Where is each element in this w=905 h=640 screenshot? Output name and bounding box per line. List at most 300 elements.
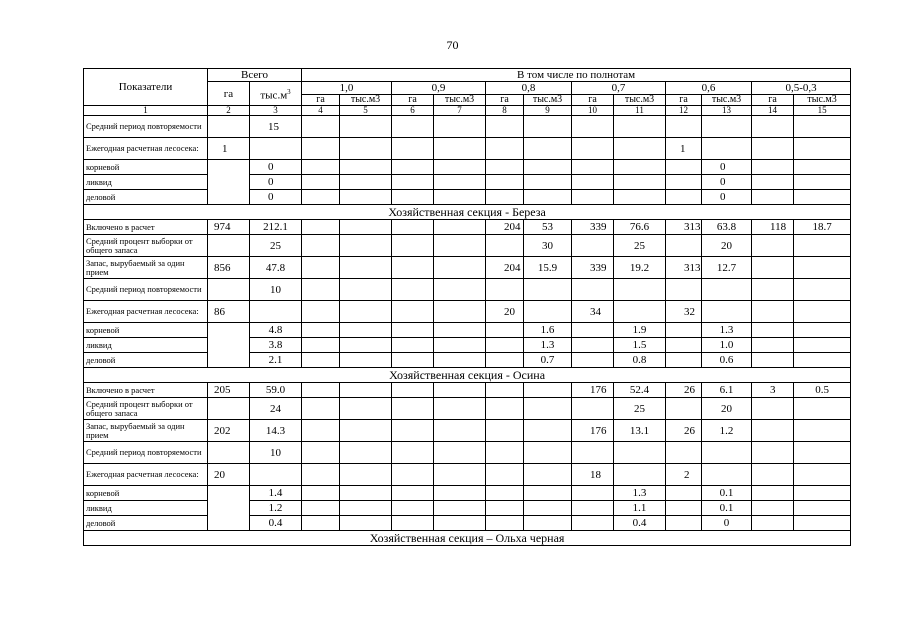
cell: 32: [666, 301, 702, 323]
cell: 3.8: [250, 338, 302, 353]
cell: [392, 398, 434, 420]
cell: 0.4: [614, 516, 666, 531]
section-title: Хозяйственная секция – Ольха черная: [84, 531, 851, 546]
row-label: корневой: [84, 486, 208, 501]
page-number: 70: [446, 38, 459, 52]
cell: [486, 338, 524, 353]
cell: [434, 383, 486, 398]
cell: [392, 442, 434, 464]
cell: 1: [208, 138, 250, 160]
cell: [794, 338, 851, 353]
cell: [392, 501, 434, 516]
cell: [340, 398, 392, 420]
cell: [702, 442, 752, 464]
cell: 25: [250, 235, 302, 257]
cell: [340, 338, 392, 353]
cell: [302, 235, 340, 257]
column-number: 11: [614, 106, 666, 116]
column-number: 13: [702, 106, 752, 116]
cell: [524, 279, 572, 301]
cell: [302, 383, 340, 398]
table-row: [84, 116, 851, 138]
cell: 2.1: [250, 353, 302, 368]
cell: [752, 464, 794, 486]
table-row: [84, 338, 851, 353]
sub-ha: га: [302, 95, 340, 106]
cell: [392, 338, 434, 353]
cell: [794, 516, 851, 531]
cell: [752, 442, 794, 464]
section-title-row: [84, 531, 851, 546]
cell: [524, 464, 572, 486]
row-label: Средний процент выборки от общего запаса: [84, 235, 208, 257]
cell: 0: [250, 160, 302, 175]
cell: 313: [666, 220, 702, 235]
sub-ha: га: [666, 95, 702, 106]
column-number: 5: [340, 106, 392, 116]
cell: [208, 235, 250, 257]
cell: 53: [524, 220, 572, 235]
cell: [572, 338, 614, 353]
cell: [752, 398, 794, 420]
row-label: Ежегодная расчетная лесосека:: [84, 464, 208, 486]
cell: [572, 486, 614, 501]
cell: 47.8: [250, 257, 302, 279]
cell: [524, 501, 572, 516]
cell: 339: [572, 220, 614, 235]
row-label: Запас, вырубаемый за один прием: [84, 257, 208, 279]
cell: [434, 464, 486, 486]
cell: 52.4: [614, 383, 666, 398]
row-label: Запас, вырубаемый за один прием: [84, 420, 208, 442]
cell: 0.8: [614, 353, 666, 368]
column-number: 1: [84, 106, 208, 116]
cell: [434, 301, 486, 323]
cell: [434, 235, 486, 257]
cell: [752, 338, 794, 353]
column-number: 3: [250, 106, 302, 116]
cell: 0: [702, 516, 752, 531]
cell: 25: [614, 235, 666, 257]
cell: 13.1: [614, 420, 666, 442]
cell: 6.1: [702, 383, 752, 398]
cell: [702, 464, 752, 486]
cell: [486, 398, 524, 420]
cell: [250, 301, 302, 323]
row-label: деловой: [84, 190, 208, 205]
cell: [434, 323, 486, 338]
cell: [666, 323, 702, 338]
cell: 20: [486, 301, 524, 323]
cell: 1.3: [702, 323, 752, 338]
cell: [666, 235, 702, 257]
cell: [208, 442, 250, 464]
cell: [752, 279, 794, 301]
row-label: Включено в расчет: [84, 220, 208, 235]
table-row: [84, 420, 851, 442]
table-row: [84, 383, 851, 398]
cell: [486, 323, 524, 338]
sub-tm3: тыс.м3: [340, 95, 392, 106]
cell: [666, 398, 702, 420]
cell: [392, 353, 434, 368]
cell: 34: [572, 301, 614, 323]
cell: 18: [572, 464, 614, 486]
cell: 1.6: [524, 323, 572, 338]
row-label: корневой: [84, 323, 208, 338]
cell: 1.0: [702, 338, 752, 353]
table-row: [84, 160, 851, 175]
cell: 0: [250, 175, 302, 190]
cell: 3: [752, 383, 794, 398]
cell: 2: [666, 464, 702, 486]
cell: [392, 257, 434, 279]
cell: 1: [666, 138, 702, 160]
sub-ha: га: [752, 95, 794, 106]
table-row: [84, 486, 851, 501]
cell: 20: [702, 235, 752, 257]
cell: [794, 464, 851, 486]
table-row: [84, 442, 851, 464]
cell: 1.3: [614, 486, 666, 501]
sub-tm3: тыс.м3: [794, 95, 851, 106]
cell: [340, 279, 392, 301]
cell: [340, 501, 392, 516]
cell: [434, 486, 486, 501]
cell: 24: [250, 398, 302, 420]
cell: 59.0: [250, 383, 302, 398]
row-label: корневой: [84, 160, 208, 175]
total-header: Всего: [208, 69, 302, 82]
cell: [752, 323, 794, 338]
cell: 19.2: [614, 257, 666, 279]
cell: 0: [702, 160, 752, 175]
section-title-row: [84, 368, 851, 383]
column-number: 2: [208, 106, 250, 116]
cell: 1.5: [614, 338, 666, 353]
indicators-header: Показатели: [84, 69, 208, 106]
cell: [572, 398, 614, 420]
cell: [794, 353, 851, 368]
section-title-row: [84, 205, 851, 220]
cell: [434, 398, 486, 420]
cell: [434, 501, 486, 516]
cell: 10: [250, 279, 302, 301]
row-label: Ежегодная расчетная лесосека:: [84, 301, 208, 323]
cell: [392, 235, 434, 257]
density-header: 0,8: [486, 82, 572, 95]
sub-tm3: тыс.м3: [434, 95, 486, 106]
cell: [486, 279, 524, 301]
cell: 176: [572, 420, 614, 442]
cell: [302, 486, 340, 501]
cell: [208, 486, 250, 531]
cell: [486, 420, 524, 442]
cell: [702, 301, 752, 323]
cell: [434, 257, 486, 279]
cell: 15: [250, 116, 302, 138]
cell: 205: [208, 383, 250, 398]
cell: 176: [572, 383, 614, 398]
cell: [486, 383, 524, 398]
table-row: [84, 516, 851, 531]
sub-ha: га: [392, 95, 434, 106]
cell: [524, 486, 572, 501]
cell: [434, 338, 486, 353]
cell: [702, 279, 752, 301]
cell: [340, 516, 392, 531]
total-ha-header: га: [208, 82, 250, 106]
cell: [524, 383, 572, 398]
cell: [572, 516, 614, 531]
cell: 0.4: [250, 516, 302, 531]
cell: [302, 338, 340, 353]
cell: [794, 442, 851, 464]
cell: [302, 501, 340, 516]
cell: [614, 442, 666, 464]
column-number: 6: [392, 106, 434, 116]
cell: [208, 398, 250, 420]
cell: [752, 257, 794, 279]
cell: 339: [572, 257, 614, 279]
column-numbers-row: [84, 106, 851, 116]
cell: [572, 323, 614, 338]
table-row: [84, 235, 851, 257]
row-label: Включено в расчет: [84, 383, 208, 398]
row-label: Средний период повторяемости: [84, 279, 208, 301]
cell: [666, 486, 702, 501]
cell: [794, 279, 851, 301]
cell: [486, 353, 524, 368]
cell: [302, 301, 340, 323]
cell: [752, 353, 794, 368]
row-label: Средний процент выборки от общего запаса: [84, 398, 208, 420]
cell: 1.1: [614, 501, 666, 516]
cell: [302, 516, 340, 531]
cell: [392, 220, 434, 235]
cell: [486, 464, 524, 486]
sub-tm3: тыс.м3: [614, 95, 666, 106]
cell: [302, 398, 340, 420]
cell: 1.4: [250, 486, 302, 501]
cell: 20: [702, 398, 752, 420]
cell: [434, 516, 486, 531]
cell: [794, 501, 851, 516]
column-number: 4: [302, 106, 340, 116]
cell: 4.8: [250, 323, 302, 338]
cell: 15.9: [524, 257, 572, 279]
cell: [434, 420, 486, 442]
cell: 26: [666, 383, 702, 398]
cell: [302, 279, 340, 301]
cell: [392, 323, 434, 338]
table-row: [84, 323, 851, 338]
cell: 12.7: [702, 257, 752, 279]
cell: [392, 420, 434, 442]
cell: 856: [208, 257, 250, 279]
cell: 204: [486, 257, 524, 279]
cell: [524, 442, 572, 464]
cell: [340, 420, 392, 442]
cell: [524, 516, 572, 531]
cell: 1.9: [614, 323, 666, 338]
cell: [392, 464, 434, 486]
cell: 10: [250, 442, 302, 464]
cell: [392, 279, 434, 301]
row-label: деловой: [84, 353, 208, 368]
cell: [208, 323, 250, 368]
cell: [794, 301, 851, 323]
cell: [666, 279, 702, 301]
cell: [302, 257, 340, 279]
column-number: 8: [486, 106, 524, 116]
cell: 118: [752, 220, 794, 235]
cell: 0.1: [702, 486, 752, 501]
cell: [340, 383, 392, 398]
cell: 30: [524, 235, 572, 257]
row-label: ликвид: [84, 501, 208, 516]
cell: [302, 220, 340, 235]
cell: 204: [486, 220, 524, 235]
cell: [752, 486, 794, 501]
cell: [572, 235, 614, 257]
density-header: 0,9: [392, 82, 486, 95]
cell: 25: [614, 398, 666, 420]
cell: 18.7: [794, 220, 851, 235]
cell: [524, 301, 572, 323]
table-row: [84, 190, 851, 205]
cell: 0: [250, 190, 302, 205]
column-number: 12: [666, 106, 702, 116]
calculation-table: [83, 68, 851, 546]
cell: 0: [702, 190, 752, 205]
cell: [302, 353, 340, 368]
column-number: 10: [572, 106, 614, 116]
cell: [572, 279, 614, 301]
cell: [302, 323, 340, 338]
cell: [302, 464, 340, 486]
section-title: Хозяйственная секция - Береза: [84, 205, 851, 220]
row-label: ликвид: [84, 338, 208, 353]
sub-tm3: тыс.м3: [702, 95, 752, 106]
density-header: 0,6: [666, 82, 752, 95]
cell: [752, 301, 794, 323]
cell: 212.1: [250, 220, 302, 235]
cell: 1.2: [702, 420, 752, 442]
column-number: 15: [794, 106, 851, 116]
cell: [434, 220, 486, 235]
cell: [666, 442, 702, 464]
cell: [794, 235, 851, 257]
cell: [614, 301, 666, 323]
cell: [752, 516, 794, 531]
cell: 20: [208, 464, 250, 486]
cell: [340, 442, 392, 464]
cell: [340, 301, 392, 323]
cell: [340, 220, 392, 235]
column-number: 14: [752, 106, 794, 116]
cell: [340, 257, 392, 279]
cell: [340, 486, 392, 501]
cell: [434, 442, 486, 464]
cell: [666, 353, 702, 368]
cell: [524, 420, 572, 442]
cell: [752, 420, 794, 442]
cell: [794, 323, 851, 338]
sub-ha: га: [572, 95, 614, 106]
table-row: [84, 175, 851, 190]
cell: [486, 235, 524, 257]
cell: [752, 235, 794, 257]
cell: [614, 279, 666, 301]
table-row: [84, 501, 851, 516]
table-row: [84, 464, 851, 486]
cell: [486, 442, 524, 464]
cell: [392, 486, 434, 501]
cell: [208, 279, 250, 301]
cell: [666, 501, 702, 516]
cell: [524, 398, 572, 420]
cell: 63.8: [702, 220, 752, 235]
cell: 1.2: [250, 501, 302, 516]
cell: [392, 516, 434, 531]
section-title: Хозяйственная секция - Осина: [84, 368, 851, 383]
sub-ha: га: [486, 95, 524, 106]
cell: [486, 516, 524, 531]
cell: [614, 464, 666, 486]
cell: 26: [666, 420, 702, 442]
cell: [340, 464, 392, 486]
cell: 76.6: [614, 220, 666, 235]
cell: [434, 279, 486, 301]
cell: 86: [208, 301, 250, 323]
row-label: деловой: [84, 516, 208, 531]
density-header: 1,0: [302, 82, 392, 95]
cell: [666, 338, 702, 353]
table-row: [84, 279, 851, 301]
cell: [794, 398, 851, 420]
cell: 0.5: [794, 383, 851, 398]
row-label: Средний период повторяемости: [84, 116, 208, 138]
cell: [340, 323, 392, 338]
cell: [434, 353, 486, 368]
incl-header: В том числе по полнотам: [302, 69, 851, 82]
table-row: [84, 138, 851, 160]
cell: [340, 353, 392, 368]
column-number: 9: [524, 106, 572, 116]
cell: 0.7: [524, 353, 572, 368]
row-label: ликвид: [84, 175, 208, 190]
row-label: Ежегодная расчетная лесосека:: [84, 138, 208, 160]
cell: 0.1: [702, 501, 752, 516]
density-header: 0,7: [572, 82, 666, 95]
table-row: [84, 257, 851, 279]
sub-tm3: тыс.м3: [524, 95, 572, 106]
cell: [794, 420, 851, 442]
cell: [794, 486, 851, 501]
cell: [250, 464, 302, 486]
cell: [486, 501, 524, 516]
table-row: [84, 301, 851, 323]
row-label: Средний период повторяемости: [84, 442, 208, 464]
column-number: 7: [434, 106, 486, 116]
cell: 974: [208, 220, 250, 235]
cell: [392, 301, 434, 323]
table-row: [84, 353, 851, 368]
cell: [302, 420, 340, 442]
cell: [572, 442, 614, 464]
cell: 202: [208, 420, 250, 442]
